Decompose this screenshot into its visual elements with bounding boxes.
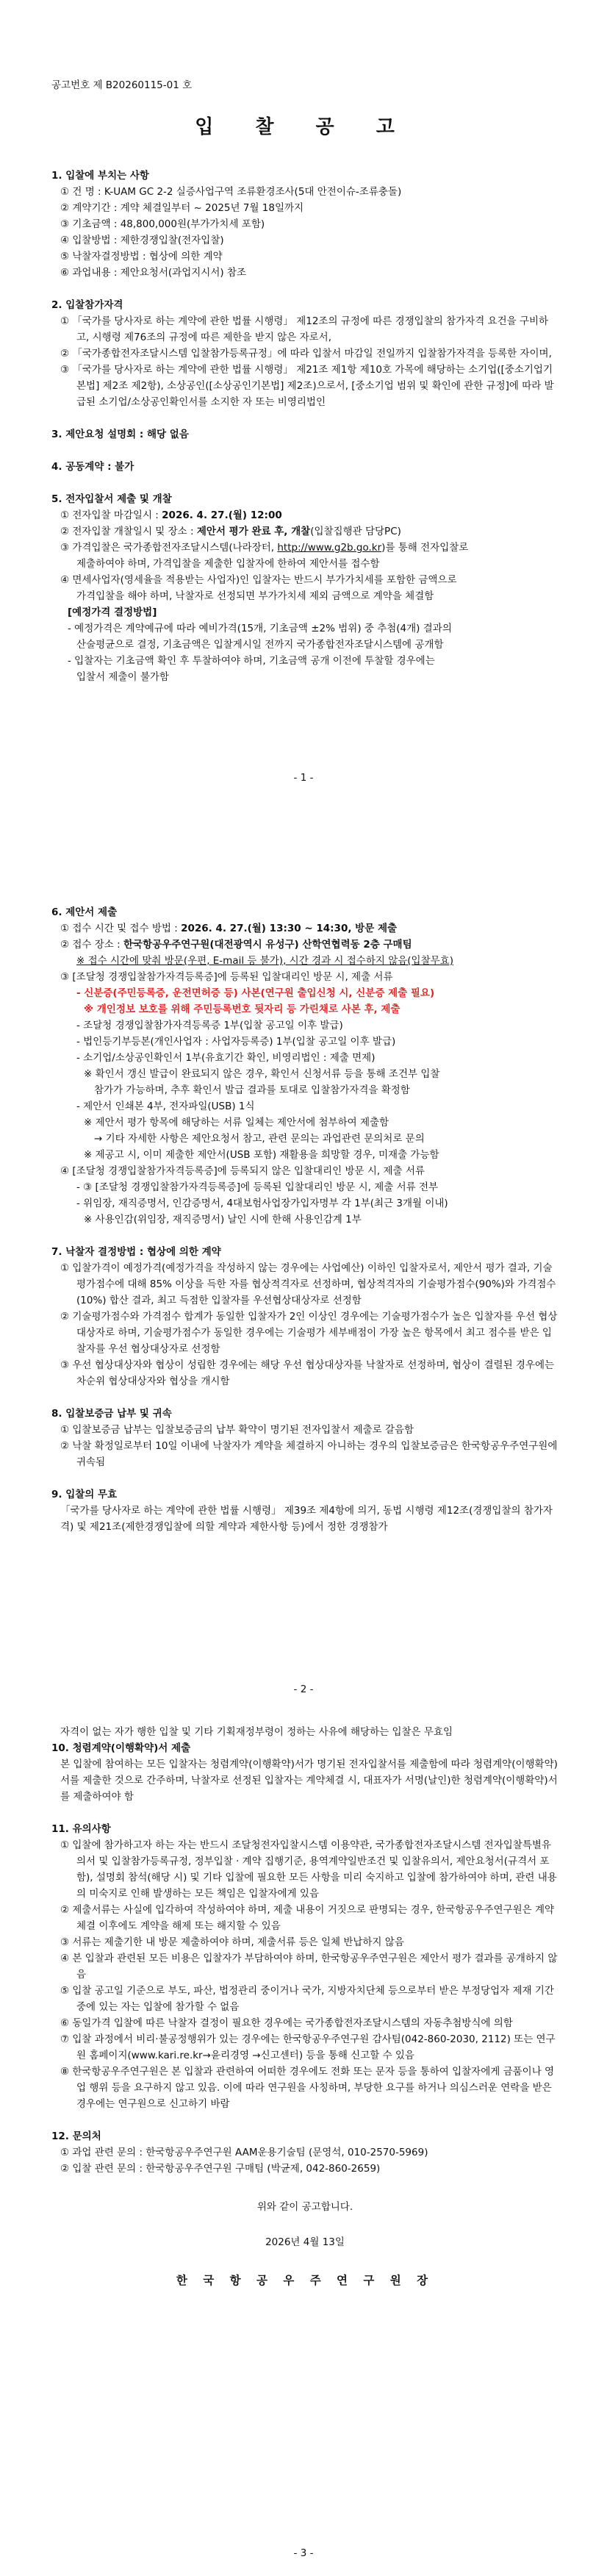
s6-item-4: ④ [조달청 경쟁입찰참가자격등록증]에 등록되지 않은 입찰대리인 방문 시, 제출 서류 <box>60 1165 425 1177</box>
section-9-heading: 9. 입찰의 무효 <box>51 1489 118 1500</box>
s8-item: ① 입찰보증금 납부는 입찰보증금의 납부 확약이 명기된 전자입찰서 제출로 갈음함 <box>60 1424 414 1436</box>
page-1-body <box>51 168 558 685</box>
section-7-heading: 7. 낙찰자 결정방법 : 협상에 의한 계약 <box>51 1246 221 1258</box>
s2-item: ② 「국가종합전자조달시스템 입찰참가등록규정」에 따라 입찰서 마감일 전일까지 입찰참가자격을 등록한 자이며, <box>60 348 552 359</box>
s11-item: ② 제출서류는 사실에 입각하여 작성하여야 하며, 제출 내용이 거짓으로 판명되는 경우, 한국항공우주연구원은 계약 체결 이후에도 계약을 해제 또는 해지할 수 있음 <box>60 1904 555 1932</box>
section-10-heading: 10. 청렴계약(이행확약)서 제출 <box>51 1742 191 1754</box>
s1-item: ① 건 명 : K-UAM GC 2-2 실증사업구역 조류환경조사(5대 안전이슈-조류충돌) <box>60 186 402 198</box>
s6-item-2: ② 접수 장소 : 한국항공우주연구원(대전광역시 유성구) 산학연협력동 2층 구매팀 <box>60 939 412 951</box>
s9-text: 「국가를 당사자로 하는 계약에 관한 법률 시행령」 제39조 제4항에 의거, 동법 시행령 제12조(경쟁입찰의 참가자격) 및 제21조(제한경쟁입찰에 의할 계약과 제한사항 등)에서 정한 경쟁참가 <box>60 1505 553 1533</box>
section-2-heading: 2. 입찰참가자격 <box>51 299 123 311</box>
s2-item: ① 「국가를 당사자로 하는 계약에 관한 법률 시행령」 제12조의 규정에 따른 경쟁입찰의 참가자격 요건을 구비하고, 시행령 제76조의 규정에 따른 제한을 받지 않은 자로서, <box>60 315 549 343</box>
page-1 <box>0 0 607 882</box>
section-3-heading: 3. 제안요청 설명회 : 해당 없음 <box>51 429 189 440</box>
s7-item: ③ 우선 협상대상자와 협상이 성립한 경우에는 해당 우선 협상대상자를 낙찰자로 선정하며, 협상이 결렬된 경우에는 차순위 협상대상자와 협상을 개시함 <box>60 1359 555 1387</box>
s5-item-4: ④ 면세사업자(영세율을 적용받는 사업자)인 입찰자는 반드시 부가가치세를 포함한 금액으로 <box>60 574 457 586</box>
s6-doc: - ③ [조달청 경쟁입찰참가자격등록증]에 등록된 입찰대리인 방문 시, 제출 서류 전부 <box>76 1181 439 1193</box>
s5-item-3-cont: 제출하여야 하며, 가격입찰을 제출한 입찰자에 한하여 제안서를 접수함 <box>76 558 380 570</box>
s6-doc: - 소기업/소상공인확인서 1부(유효기간 확인, 비영리법인 : 제출 면제) <box>76 1052 376 1064</box>
page-number: - 3 - <box>293 2547 314 2559</box>
s1-item: ⑥ 과업내용 : 제안요청서(과업지시서) 참조 <box>60 267 247 279</box>
s11-item: ⑥ 동일가격 입찰에 따른 낙찰자 결정이 필요한 경우에는 국가종합전자조달시스템의 자동추첨방식에 의함 <box>60 2017 513 2029</box>
s11-item: ① 입찰에 참가하고자 하는 자는 반드시 조달청전자입찰시스템 이용약관, 국가종합전자조달시스템 전자입찰특별유의서 및 입찰참가등록규정, 정부입찰 · 계약 집행기준, 용역계약일반조건 및 입찰유의서, 제안요청서(규격서 포함), 설명회 참석(해당 시) 및 기타 입찰에 필요한 모든 사항을 미리 숙지하고 입찰에 참가하여야 하며, 관련 내용의 미숙지로 인해 발생하는 모든 책임은 입찰자에게 있음 <box>60 1839 557 1900</box>
s11-item: ⑧ 한국항공우주연구원은 본 입찰과 관련하여 어떠한 경우에도 전화 또는 문자 등을 통하여 입찰자에게 금품이나 영업 행위 등을 요구하지 않고 있음. 이에 따라 연구원을 사칭하며, 부당한 요구를 하거나 의심스러운 연락을 받은 경우에는 연구원으로 신고하기 바람 <box>60 2066 555 2110</box>
s6-note: ※ 확인서 갱신 발급이 완료되지 않은 경우, 확인서 신청서류 등을 통해 조건부 입찰 <box>84 1068 440 1080</box>
page-2-body <box>51 904 558 1535</box>
page-2 <box>0 904 607 1706</box>
s7-item: ② 기술평가점수와 가격점수 합계가 동일한 입찰자가 2인 이상인 경우에는 기술평가점수가 높은 입찰자를 우선 협상대상자로 하며, 기술평가점수가 동일한 경우에는 기술평가 세부배점이 가장 높은 항목에서 최고 점수를 받은 입찰자를 우선 협상대상자로 선정함 <box>60 1311 558 1355</box>
s2-item: ③ 「국가를 당사자로 하는 계약에 관한 법률 시행령」 제21조 제1항 제10호 가목에 해당하는 소기업([중소기업기본법] 제2조 제2항), 소상공인([소상공인기본법] 제2조)으로서, [중소기업 범위 및 확인에 관한 규정]에 따라 발급된 소기업/소상공인확인서를 소지한 자 또는 비영리법인 <box>60 364 554 408</box>
s10-text: 본 입찰에 참여하는 모든 입찰자는 청렴계약(이행확약)서가 명기된 전자입찰서를 제출함에 따라 청렴계약(이행확약)서를 제출한 것으로 간주하며, 낙찰자로 선정된 입찰자는 계약체결 시, 대표자가 서명(날인)한 청렴계약(이행확약)서를 제출하여야 함 <box>60 1759 558 1803</box>
s1-item: ④ 입찰방법 : 제한경쟁입찰(전자입찰) <box>60 235 224 246</box>
section-8-heading: 8. 입찰보증금 납부 및 귀속 <box>51 1408 172 1420</box>
section-12-heading: 12. 문의처 <box>51 2130 101 2142</box>
s1-item: ② 계약기간 : 계약 체결일부터 ~ 2025년 7월 18일까지 <box>60 202 304 214</box>
g2b-link[interactable]: http://www.g2b.go.kr <box>277 542 382 554</box>
price-method-line: - 입찰자는 기초금액 확인 후 투찰하여야 하며, 기초금액 공개 이전에 투찰할 경우에는 <box>68 655 435 667</box>
announcement-date: 2026년 4월 13일 <box>265 2236 345 2248</box>
s6-note: ※ 제공고 시, 이미 제출한 제안서(USB 포함) 재활용을 희망할 경우, 미재출 가능함 <box>84 1149 439 1161</box>
s12-item: ② 입찰 관련 문의 : 한국항공우주연구원 구매팀 (박균제, 042-860-2659) <box>60 2163 381 2175</box>
s8-item: ② 낙찰 확정일로부터 10일 이내에 낙찰자가 계약을 체결하지 아니하는 경우의 입찰보증금은 한국항공우주연구원에 귀속됨 <box>60 1440 558 1468</box>
signature: 한 국 항 공 우 주 연 구 원 장 <box>176 2274 434 2287</box>
price-method-line: 산술평균으로 결정, 기초금액은 입찰게시일 전까지 국가종합전자조달시스템에 공개함 <box>76 639 444 651</box>
s6-item-1: ① 접수 시간 및 접수 방법 : 2026. 4. 27.(월) 13:30 ~ 14:30, 방문 제출 <box>60 923 398 934</box>
s11-item: ⑤ 입찰 공고일 기준으로 부도, 파산, 법정관리 중이거나 국가, 지방자치단체 등으로부터 받은 부정당업자 제재 기간 중에 있는 자는 입찰에 참가할 수 없음 <box>60 1985 554 2013</box>
s6-note: ※ 접수 시간에 맞춰 방문(우편, E-mail 등 불가), 시간 경과 시 접수하지 않음(입찰무효) <box>76 955 453 967</box>
page-3 <box>0 1724 607 2576</box>
price-method-line: 입찰서 제출이 불가함 <box>76 671 169 683</box>
s6-note: ※ 제안서 평가 항목에 해당하는 서류 일체는 제안서에 첨부하여 제출함 <box>84 1117 389 1128</box>
closing-text: 위와 같이 공고합니다. <box>256 2201 353 2213</box>
s1-item: ⑤ 낙찰자결정방법 : 협상에 의한 계약 <box>60 251 223 262</box>
s6-doc: - 제안서 인쇄본 4부, 전자파일(USB) 1식 <box>76 1101 255 1112</box>
s5-item-2: ② 전자입찰 개찰일시 및 장소 : 제안서 평가 완료 후, 개찰(입찰집행관 담당PC) <box>60 526 401 537</box>
s11-item: ③ 서류는 제출기한 내 방문 제출하여야 하며, 제출서류 등은 일체 반납하지 않음 <box>60 1936 404 1948</box>
section-5-heading: 5. 전자입찰서 제출 및 개찰 <box>51 493 172 505</box>
s6-item-3: ③ [조달청 경쟁입찰참가자격등록증]에 등록된 입찰대리인 방문 시, 제출 서류 <box>60 971 393 983</box>
s5-item-1: ① 전자입찰 마감일시 : 2026. 4. 27.(월) 12:00 <box>60 509 282 521</box>
s6-doc: - 조달청 경쟁입찰참가자격등록증 1부(입찰 공고일 이후 발급) <box>76 1020 343 1031</box>
page-3-body <box>51 1724 558 2289</box>
s6-red-note: ※ 개인정보 보호를 위해 주민등록번호 뒷자리 등 가린채로 사본 후, 제출 <box>84 1003 401 1015</box>
s9-text-cont: 자격이 없는 자가 행한 입찰 및 기타 기획재정부령이 정하는 사유에 해당하는 입찰은 무효임 <box>60 1726 453 1738</box>
s6-note: ※ 사용인감(위임장, 재직증명서) 날인 시에 한해 사용인감계 1부 <box>84 1214 362 1226</box>
price-method-line: - 예정가격은 계약예규에 따라 예비가격(15개, 기초금액 ±2% 범위) 중 추첨(4개) 결과의 <box>68 623 452 634</box>
s6-note: → 기타 자세한 사항은 제안요청서 참고, 관련 문의는 과업관련 문의처로 문의 <box>94 1133 425 1145</box>
page-number: - 2 - <box>293 1684 314 1695</box>
section-4-heading: 4. 공동계약 : 불가 <box>51 461 134 473</box>
s11-item: ④ 본 입찰과 관련된 모든 비용은 입찰자가 부담하여야 하며, 한국항공우주연구원은 제안서 평가 결과를 공개하지 않음 <box>60 1953 558 1981</box>
page-title: 입 찰 공 고 <box>195 116 412 138</box>
s6-red-note: - 신분증(주민등록증, 운전면허증 등) 사본(연구원 출입신청 시, 신분증 제출 필요) <box>76 987 435 999</box>
price-method-heading: [예정가격 결정방법] <box>68 607 157 618</box>
s7-item: ① 입찰가격이 예정가격(예정가격을 작성하지 않는 경우에는 사업예산) 이하인 입찰자로서, 제안서 평가 결과, 기술평가점수에 대해 85% 이상을 득한 자를 협상적격자로 선정하며, 협상적격자의 기술평가점수(90%)와 가격점수(10%) 합산 결과, 최고 득점한 입찰자를 우선협상대상자로 선정함 <box>60 1262 556 1306</box>
s6-note: 참가가 가능하며, 추후 확인서 발급 결과를 토대로 입찰참가자격을 확정함 <box>94 1084 410 1096</box>
s5-item-3: ③ 가격입찰은 국가종합전자조달시스템(나라장터, http://www.g2b.go.kr)를 통해 전자입찰로 <box>60 542 469 554</box>
section-6-heading: 6. 제안서 제출 <box>51 906 118 918</box>
s12-item: ① 과업 관련 문의 : 한국항공우주연구원 AAM운용기술팀 (문영석, 010-2570-5969) <box>60 2147 428 2158</box>
s6-doc: - 법인등기부등본(개인사업자 : 사업자등록증) 1부(입찰 공고일 이후 발급) <box>76 1036 396 1048</box>
page-number: - 1 - <box>293 772 314 784</box>
s1-item: ③ 기초금액 : 48,800,000원(부가가치세 포함) <box>60 218 265 230</box>
s6-doc: - 위임장, 재직증명서, 인감증명서, 4대보험사업장가입자명부 각 1부(최근 3개월 이내) <box>76 1198 448 1209</box>
section-1-heading: 1. 입찰에 부치는 사항 <box>51 170 149 182</box>
notice-number: 공고번호 제 B20260115-01 호 <box>51 79 193 91</box>
s11-item: ⑦ 입찰 과정에서 비리·불공정행위가 있는 경우에는 한국항공우주연구원 감사팀(042-860-2030, 2112) 또는 연구원 홈페이지(www.kari.re.kr→윤리경영 →신고센터) 등을 통해 신고할 수 있음 <box>60 2033 556 2061</box>
section-11-heading: 11. 유의사항 <box>51 1823 111 1835</box>
s5-item-4-cont: 가격입찰을 해야 하며, 낙찰자로 선정되면 부가가치세 제외 금액으로 계약을 체결함 <box>76 590 434 602</box>
